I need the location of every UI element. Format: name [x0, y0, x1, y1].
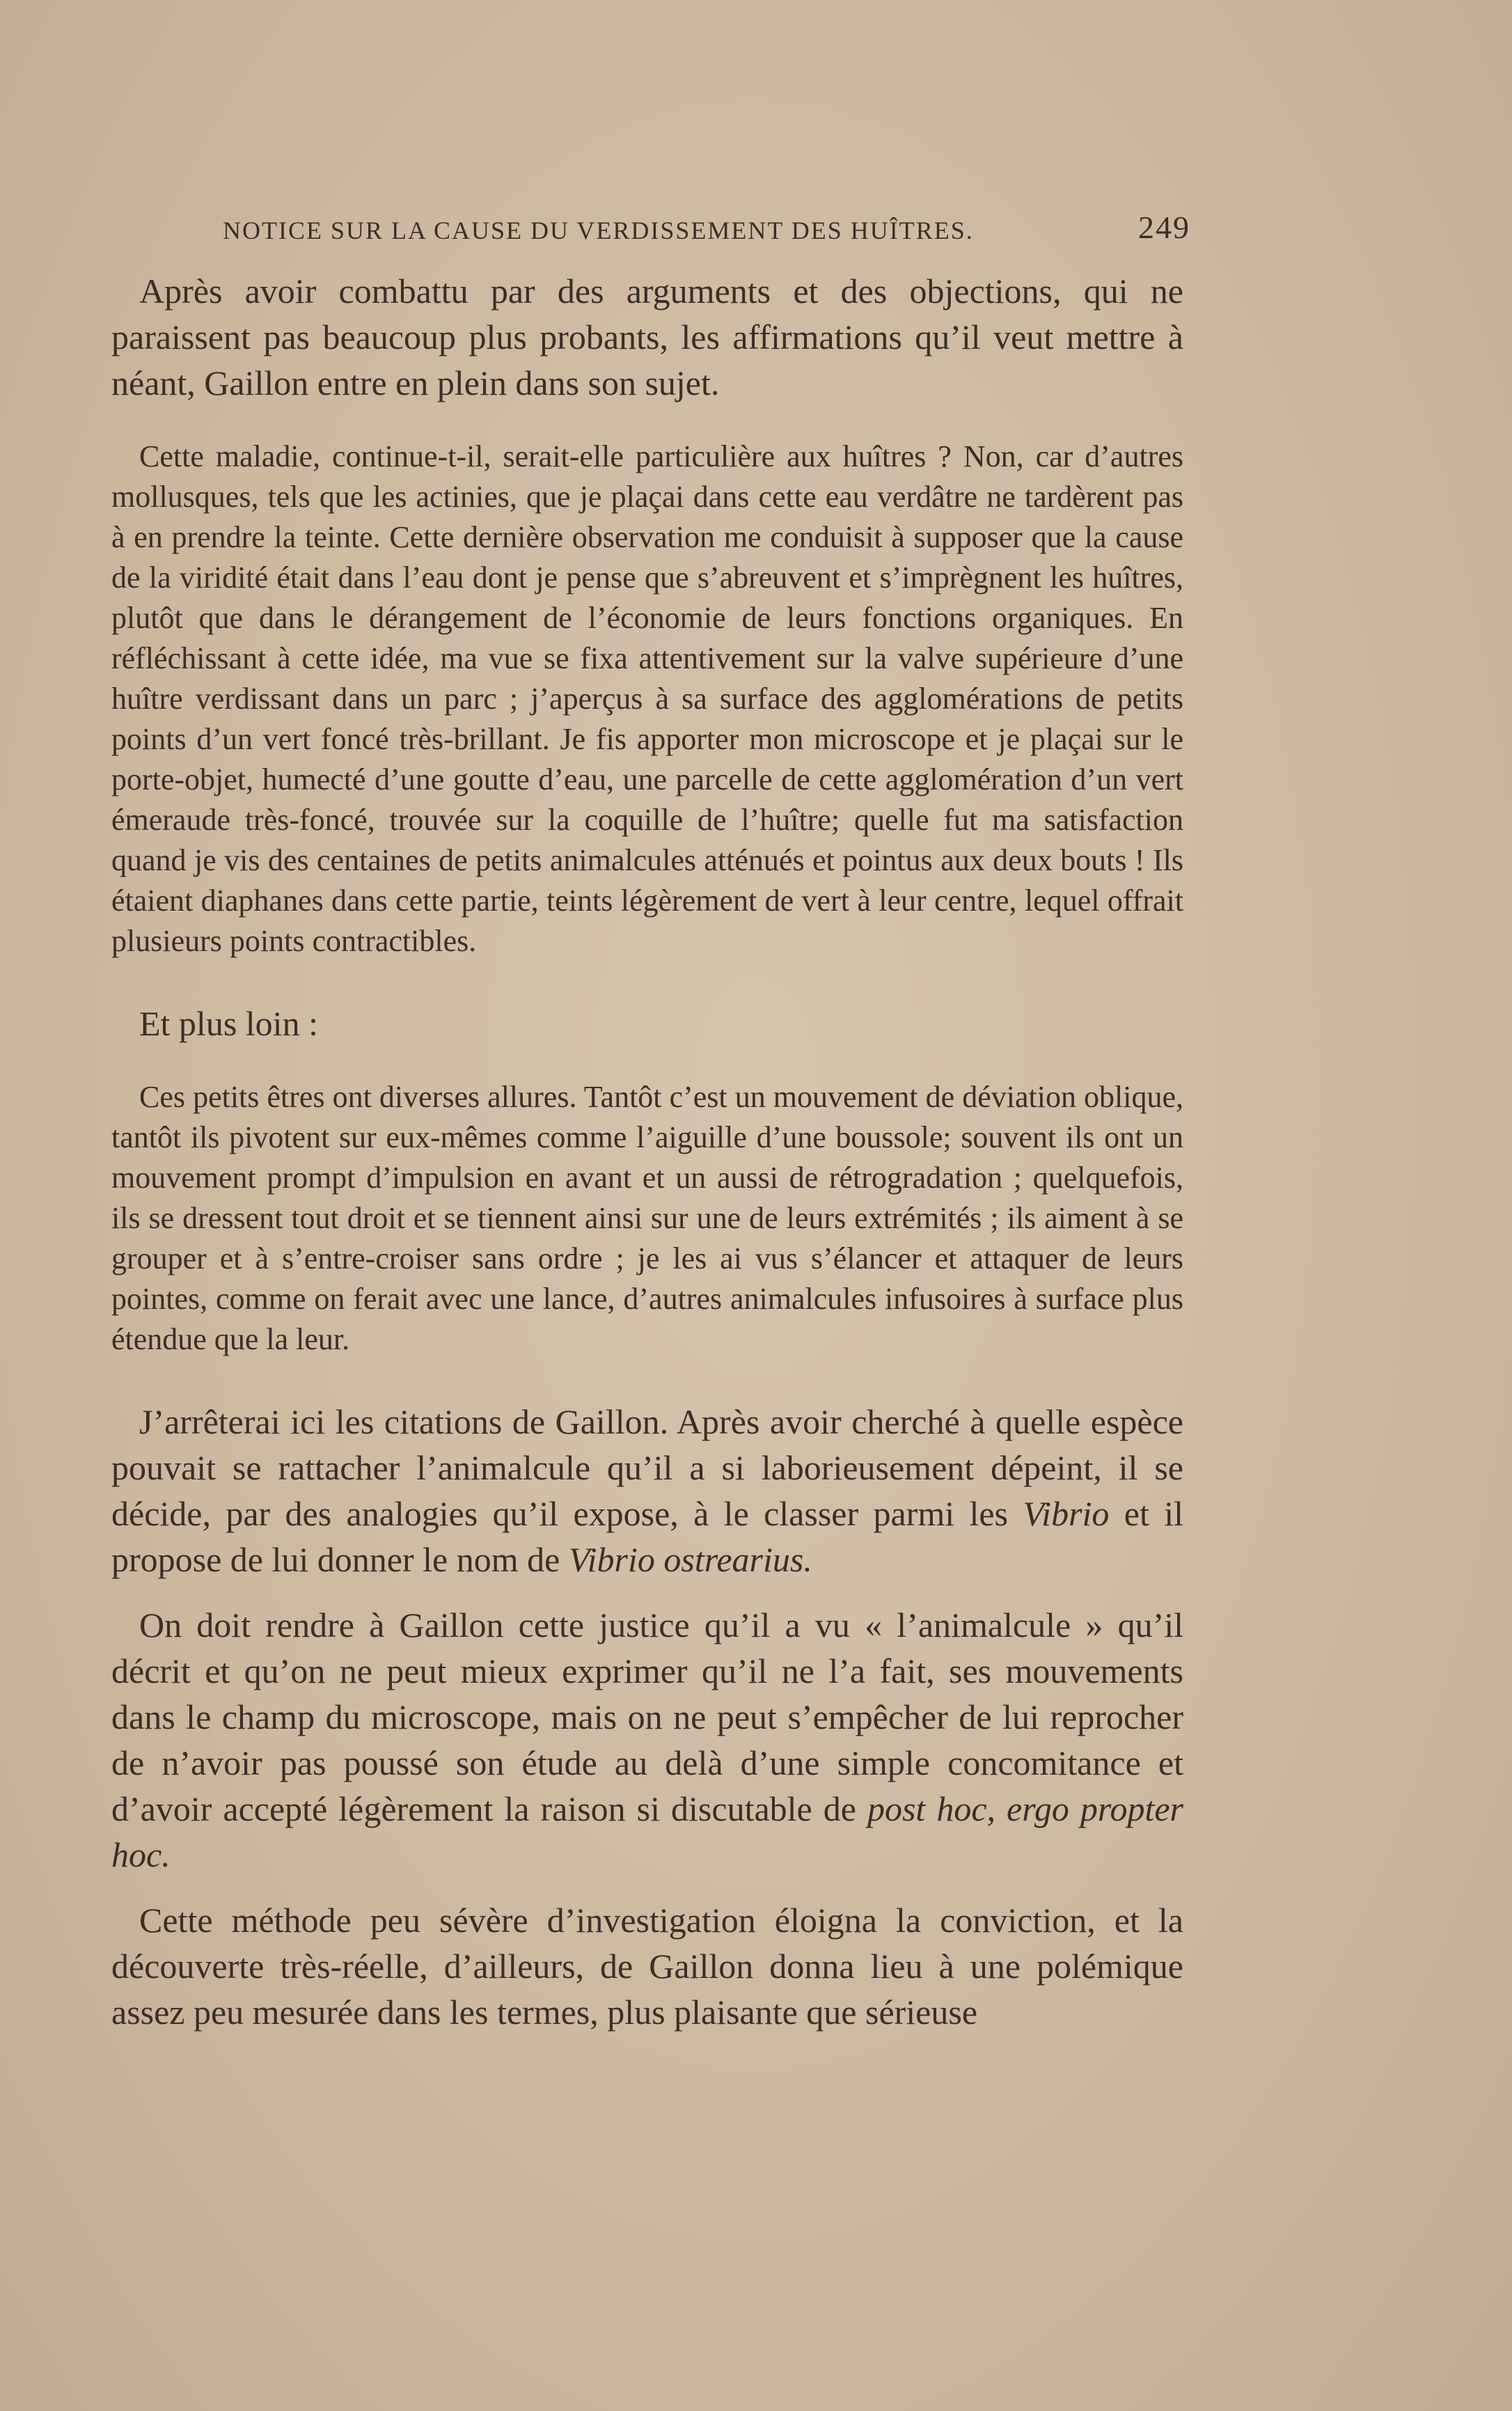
paragraph-5: Cette méthode peu sévère d’investigation éloigna la conviction, et la découverte très-réelle, d’ailleurs, de Gaillon donna lieu à une polémique assez peu mesurée dans les termes, plus plaisante que sérieuse — [111, 1901, 1183, 2032]
page-body — [111, 268, 1183, 2035]
genus-name: Vibrio — [1023, 1494, 1110, 1533]
paragraph-1: Après avoir combattu par des arguments et des objections, qui ne paraissent pas beaucoup plus probants, les affirmations qu’il veut mettre à néant, Gaillon entre en plein dans son sujet. — [111, 272, 1183, 402]
paragraph-4-text: On doit rendre à Gaillon cette justice qu’il a vu « l’animalcule » qu’il décrit et qu’on ne peut mieux exprimer qu’il ne l’a fait, ses mouvements dans le champ du microscope, mais on ne peut s’empêcher de lui reprocher de n’avoir pas poussé son étude au delà d’une simple concomitance et d’avoir accepté légèrement la raison si discutable de — [111, 1605, 1183, 1828]
paragraph-4 — [111, 1602, 1183, 1878]
quotation-1: Cette maladie, continue-t-il, serait-elle particulière aux huîtres ? Non, car d’autres mollusques, tels que les actinies, que je plaçai dans cette eau verdâtre ne tardèrent pas à en prendre la teinte. Cette dernière observation me conduisit à supposer que la cause de la viridité était dans l’eau dont je pense que s’abreuvent et s’imprègnent les huîtres, plutôt que dans le dérangement de l’économie de leurs fonctions organiques. En réfléchissant à cette idée, ma vue se fixa attentivement sur la valve supérieure d’une huître verdissant dans un parc ; j’aperçus à sa surface des agglomérations de petits points d’un vert foncé très-brillant. Je fis apporter mon microscope et je plaçai sur le porte-objet, humecté d’une goutte d’eau, une parcelle de cette agglomération d’un vert émeraude très-foncé, trouvée sur la coquille de l’huître; quelle fut ma satisfaction quand je vis des centaines de petits animalcules atténués et pointus aux deux bouts ! Ils étaient diaphanes dans cette partie, teints légèrement de vert à leur centre, lequel offrait plusieurs points contractibles. — [111, 439, 1183, 958]
quotation-2: Ces petits êtres ont diverses allures. Tantôt c’est un mouvement de déviation oblique, tantôt ils pivotent sur eux-mêmes comme l’aiguille d’une boussole; souvent ils ont un mouvement prompt d’impulsion en avant et un aussi de rétrogradation ; quelquefois, ils se dressent tout droit et se tiennent ainsi sur une de leurs extrémités ; ils aiment à se grouper et à s’entre-croiser sans ordre ; je les ai vus s’élancer et attaquer de leurs pointes, comme on ferait avec une lance, d’autres animalcules infusoires à surface plus étendue que la leur. — [111, 1080, 1183, 1356]
paragraph-3 — [111, 1399, 1183, 1583]
latin-phrase: post hoc, ergo propter hoc. — [111, 1789, 1183, 1874]
page-number: 249 — [1138, 210, 1190, 245]
species-name: Vibrio ostrearius. — [568, 1540, 812, 1579]
running-header — [223, 209, 1190, 251]
paragraph-2: Et plus loin : — [139, 1004, 318, 1043]
paragraph-3-text-b: et il propose de lui donner le nom de — [111, 1494, 1183, 1579]
paragraph-3-text-a: J’arrêterai ici les citations de Gaillon. Après avoir cherché à quelle espèce pouvait se rattacher l’animalcule qu’il a si laborieusement dépeint, il se décide, par des analogies qu’il expose, à le classer parmi les — [111, 1402, 1183, 1533]
running-title: NOTICE SUR LA CAUSE DU VERDISSEMENT DES HUÎTRES. — [223, 217, 974, 244]
